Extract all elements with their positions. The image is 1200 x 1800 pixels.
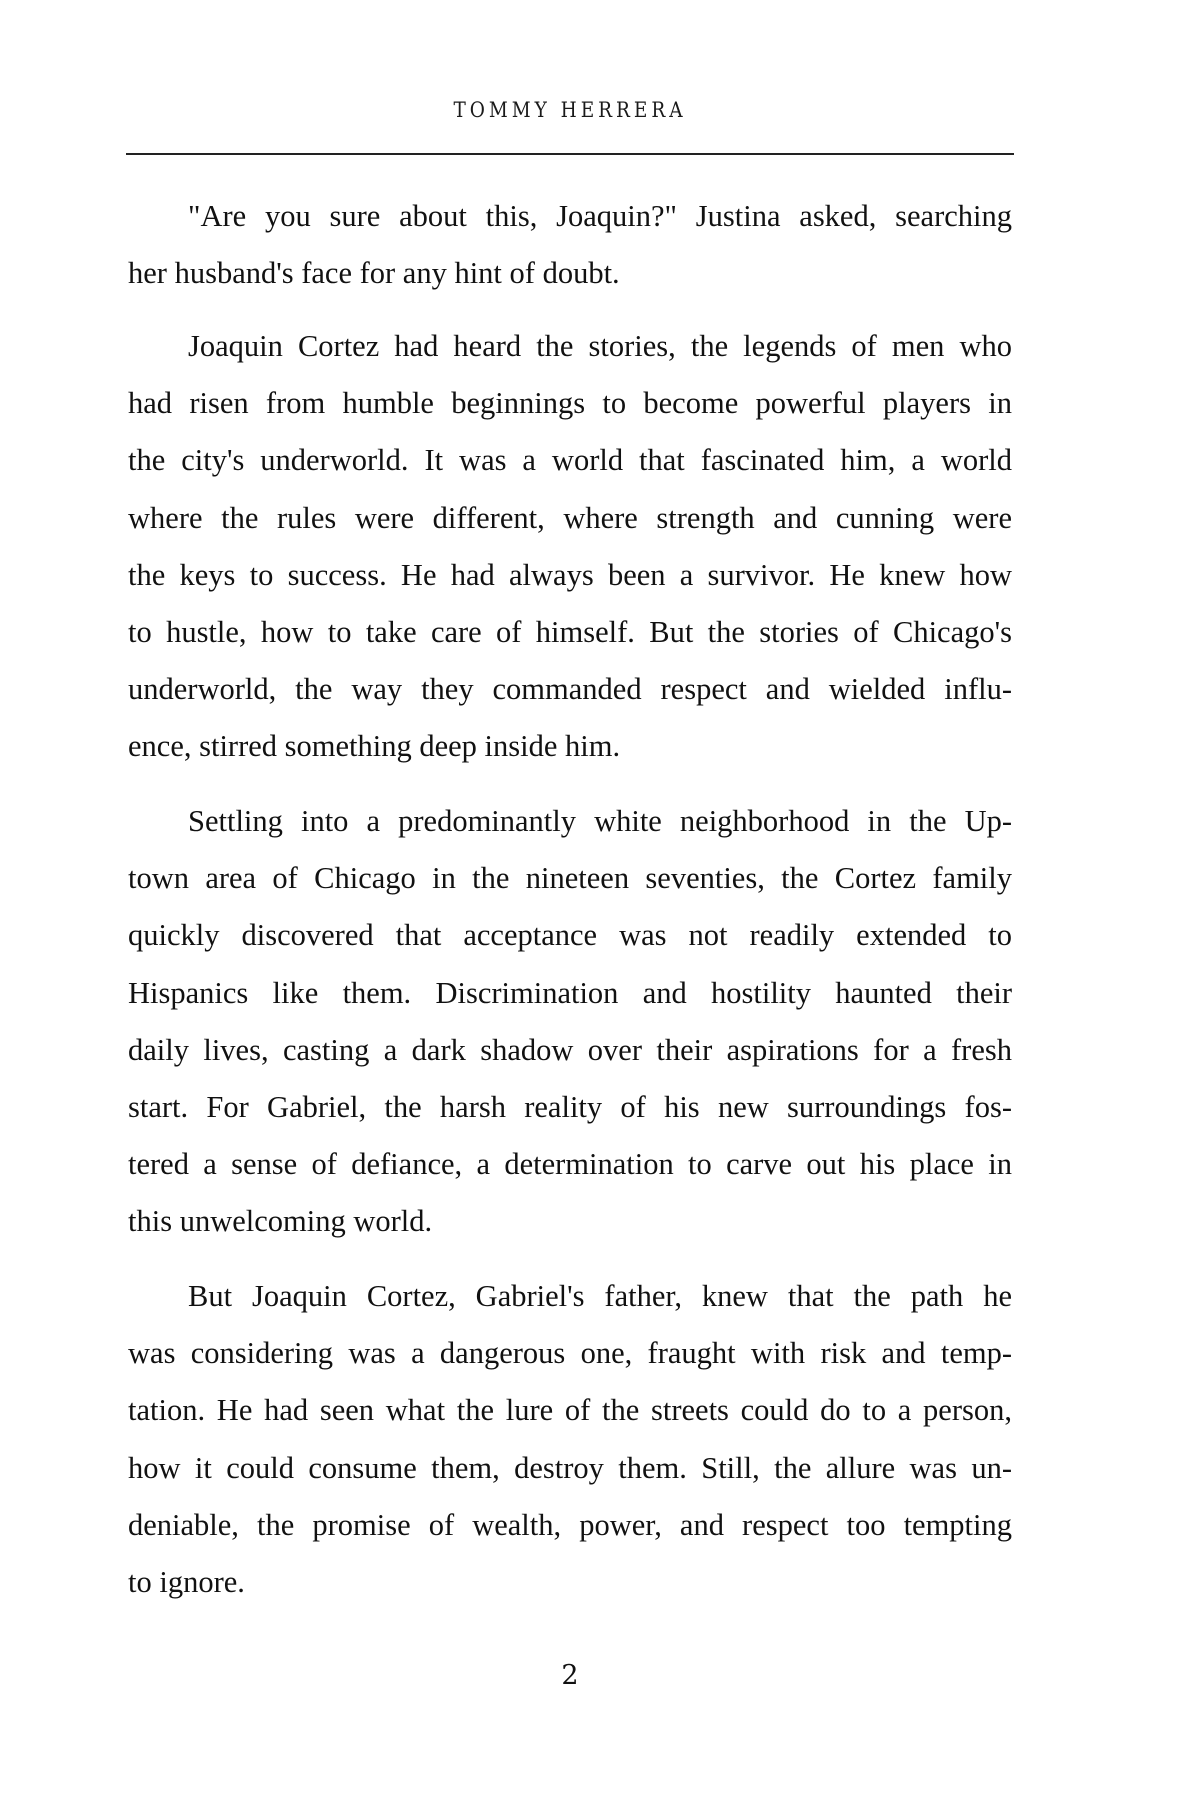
text-line: to ignore. [128, 1565, 245, 1599]
text-line: tation. He had seen what the lure of the streets could do to a person, [128, 1393, 1012, 1428]
text-line: tered a sense of defiance, a determination to carve out his place in [128, 1147, 1012, 1182]
text-line: But Joaquin Cortez, Gabriel's father, knew that the path he [188, 1279, 1012, 1313]
text-line: Hispanics like them. Discrimination and hostility haunted their [128, 975, 1012, 1010]
text-line: the keys to success. He had always been a survivor. He knew how [128, 557, 1012, 592]
text-line: Joaquin Cortez had heard the stories, the legends of men who [188, 329, 1012, 363]
page-number: 2 [561, 1660, 579, 1691]
text-line: how it could consume them, destroy them. Still, the allure was un- [128, 1450, 1012, 1485]
text-line: deniable, the promise of wealth, power, and respect too tempting [128, 1507, 1012, 1542]
text-line: quickly discovered that acceptance was not readily extended to [128, 918, 1012, 953]
text-line: the city's underworld. It was a world that fascinated him, a world [128, 443, 1012, 478]
text-line: Settling into a predominantly white neighborhood in the Up- [188, 804, 1012, 838]
text-line: her husband's face for any hint of doubt. [128, 256, 620, 291]
text-line: was considering was a dangerous one, fraught with risk and temp- [128, 1336, 1012, 1371]
header-rule [126, 153, 1014, 155]
text-line: daily lives, casting a dark shadow over their aspirations for a fresh [128, 1032, 1012, 1067]
text-line: "Are you sure about this, Joaquin?" Justina asked, searching [188, 199, 1012, 233]
running-head: TOMMY HERRERA [453, 98, 687, 122]
text-line: start. For Gabriel, the harsh reality of his new surroundings fos- [128, 1090, 1012, 1124]
text-line: had risen from humble beginnings to become powerful players in [128, 386, 1012, 421]
text-line: this unwelcoming world. [128, 1204, 433, 1239]
text-line: underworld, the way they commanded respect and wielded influ- [128, 672, 1012, 707]
text-line: ence, stirred something deep inside him. [128, 729, 621, 764]
text-line: to hustle, how to take care of himself. But the stories of Chicago's [128, 615, 1012, 649]
text-line: town area of Chicago in the nineteen seventies, the Cortez family [128, 861, 1012, 896]
text-line: where the rules were different, where strength and cunning were [128, 500, 1012, 535]
